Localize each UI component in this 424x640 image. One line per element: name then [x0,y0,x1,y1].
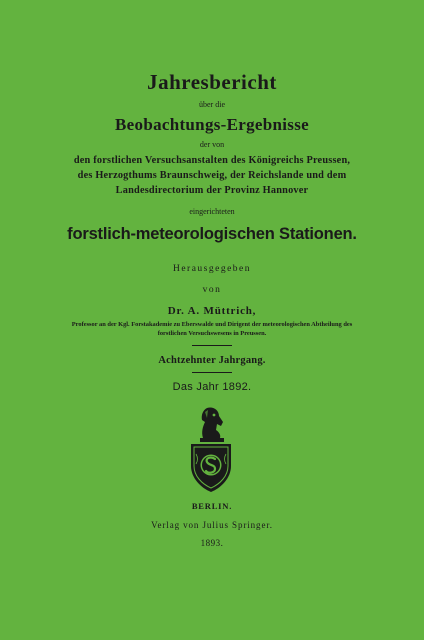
publication-year: 1893. [200,538,224,548]
publisher-name: Verlag von Julius Springer. [151,520,273,530]
institution-line: des Herzogthums Braunschweig, der Reichslande und dem [77,170,347,181]
divider-rule [192,372,232,373]
cover-subtitle: Beobachtungs-Ergebnisse [115,115,309,134]
springer-knight-logo-icon [183,404,239,494]
stations-heading: forstlich-meteorologischen Stationen. [67,225,357,243]
editor-intro: Herausgegeben [172,264,252,274]
publication-city: BERLIN. [191,501,233,511]
editor-title-line: Professor an der Kgl. Forstakademie zu Eberswalde und Dirigent der meteorologischen Abtheilung des [71,321,353,328]
editor-connector: von [202,285,222,295]
editor-name: Dr. A. Müttrich, [167,305,257,317]
institution-line: den forstlichen Versuchsanstalten des Königreichs Preussen, [73,155,351,166]
divider-rule [192,345,232,346]
report-year: Das Jahr 1892. [172,381,252,393]
institution-line: Landesdirectorium der Provinz Hannover [115,185,309,196]
connector-text: eingerichteten [189,207,235,216]
connector-text: der von [199,140,225,149]
edition-label: Achtzehnter Jahrgang. [158,355,266,366]
editor-title-line: forstlichen Versuchswesens in Preussen. [157,330,267,337]
connector-text: über die [199,100,225,109]
cover-title: Jahresbericht [147,70,277,94]
